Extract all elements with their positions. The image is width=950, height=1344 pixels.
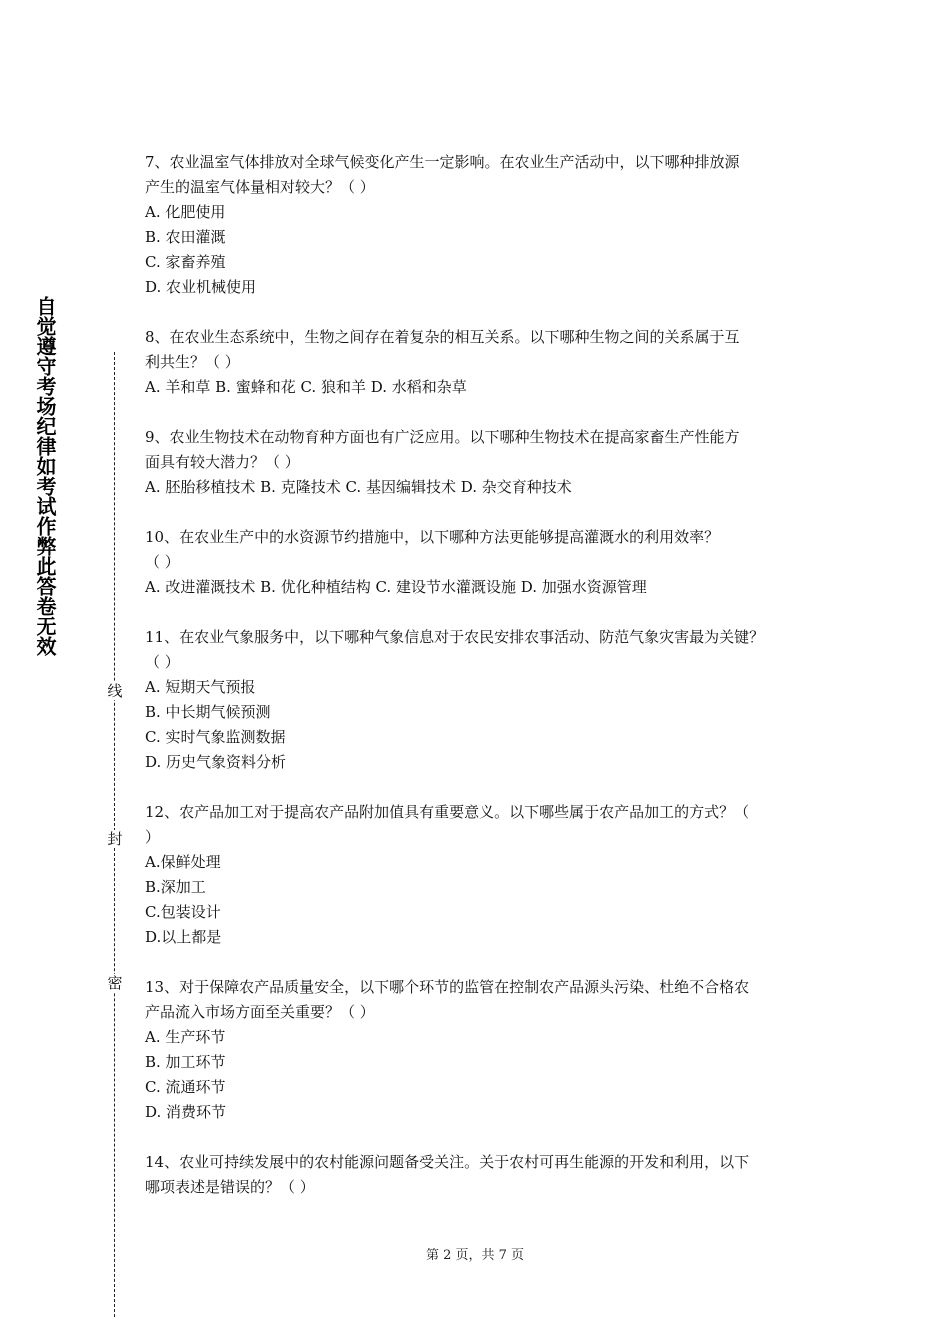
question-stem: 面具有较大潜力？（ ） bbox=[145, 453, 300, 471]
answer-option: B. 中长期气候预测 bbox=[145, 703, 271, 721]
answer-option: B. 农田灌溉 bbox=[145, 228, 226, 246]
question-stem: 产品流入市场方面至关重要？（ ） bbox=[145, 1003, 375, 1021]
answer-option: D. 历史气象资料分析 bbox=[145, 753, 287, 771]
question-stem: 13、对于保障农产品质量安全，以下哪个环节的监管在控制农产品源头污染、杜绝不合格农 bbox=[145, 978, 750, 996]
answer-option: C. 流通环节 bbox=[145, 1078, 226, 1096]
answer-option: D. 消费环节 bbox=[145, 1103, 227, 1121]
question-stem: 10、在农业生产中的水资源节约措施中，以下哪种方法更能够提高灌溉水的利用效率？ bbox=[145, 528, 720, 546]
answer-option: C.包装设计 bbox=[145, 903, 221, 921]
question-stem: 12、农产品加工对于提高农产品附加值具有重要意义。以下哪些属于农产品加工的方式？（ bbox=[145, 803, 750, 821]
answer-option: C. 实时气象监测数据 bbox=[145, 728, 286, 746]
answer-option: B. 加工环节 bbox=[145, 1053, 226, 1071]
question-stem: 8、在农业生态系统中，生物之间存在着复杂的相互关系。以下哪种生物之间的关系属于互 bbox=[145, 328, 740, 346]
question-8 bbox=[145, 325, 835, 400]
binding-secret-label: 密 bbox=[107, 974, 123, 992]
question-stem: 9、农业生物技术在动物育种方面也有广泛应用。以下哪种生物技术在提高家畜生产性能方 bbox=[145, 428, 740, 446]
binding-seal-label: 封 bbox=[107, 830, 123, 848]
binding-line-label: 线 bbox=[107, 682, 123, 700]
question-stem: （ ） bbox=[145, 653, 180, 671]
page-number-footer: 第 2 页，共 7 页 bbox=[425, 1248, 525, 1263]
answer-option: C. 家畜养殖 bbox=[145, 253, 226, 271]
question-stem: 产生的温室气体量相对较大？（ ） bbox=[145, 178, 375, 196]
question-13 bbox=[145, 975, 835, 1125]
exam-discipline-warning: 自觉遵守考场纪律如考试作弊此答卷无效 bbox=[33, 296, 57, 656]
question-stem: 哪项表述是错误的？（ ） bbox=[145, 1178, 315, 1196]
question-14 bbox=[145, 1150, 835, 1200]
question-stem: 11、在农业气象服务中，以下哪种气象信息对于农民安排农事活动、防范气象灾害最为关键？ bbox=[145, 628, 765, 646]
question-stem: 7、农业温室气体排放对全球气候变化产生一定影响。在农业生产活动中，以下哪种排放源 bbox=[145, 153, 740, 171]
question-9 bbox=[145, 425, 835, 500]
answer-option: A. 化肥使用 bbox=[145, 203, 226, 221]
answer-options-inline: A. 羊和草 B. 蜜蜂和花 C. 狼和羊 D. 水稻和杂草 bbox=[145, 378, 467, 396]
question-10 bbox=[145, 525, 835, 600]
answer-option: D.以上都是 bbox=[145, 928, 222, 946]
answer-option: D. 农业机械使用 bbox=[145, 278, 257, 296]
question-7 bbox=[145, 150, 835, 300]
question-11 bbox=[145, 625, 835, 775]
question-list bbox=[145, 150, 835, 1200]
question-stem: 14、农业可持续发展中的农村能源问题备受关注。关于农村可再生能源的开发和利用，以下 bbox=[145, 1153, 750, 1171]
question-stem: 利共生？（ ） bbox=[145, 353, 240, 371]
question-stem: ） bbox=[145, 828, 161, 846]
question-12 bbox=[145, 800, 835, 950]
answer-option: A.保鲜处理 bbox=[145, 853, 221, 871]
answer-option: A. 短期天气预报 bbox=[145, 678, 256, 696]
answer-options-inline: A. 胚胎移植技术 B. 克隆技术 C. 基因编辑技术 D. 杂交育种技术 bbox=[145, 478, 572, 496]
answer-option: A. 生产环节 bbox=[145, 1028, 226, 1046]
question-stem: （ ） bbox=[145, 553, 180, 571]
answer-option: B.深加工 bbox=[145, 878, 206, 896]
answer-options-inline: A. 改进灌溉技术 B. 优化种植结构 C. 建设节水灌溉设施 D. 加强水资源管理 bbox=[145, 578, 647, 596]
